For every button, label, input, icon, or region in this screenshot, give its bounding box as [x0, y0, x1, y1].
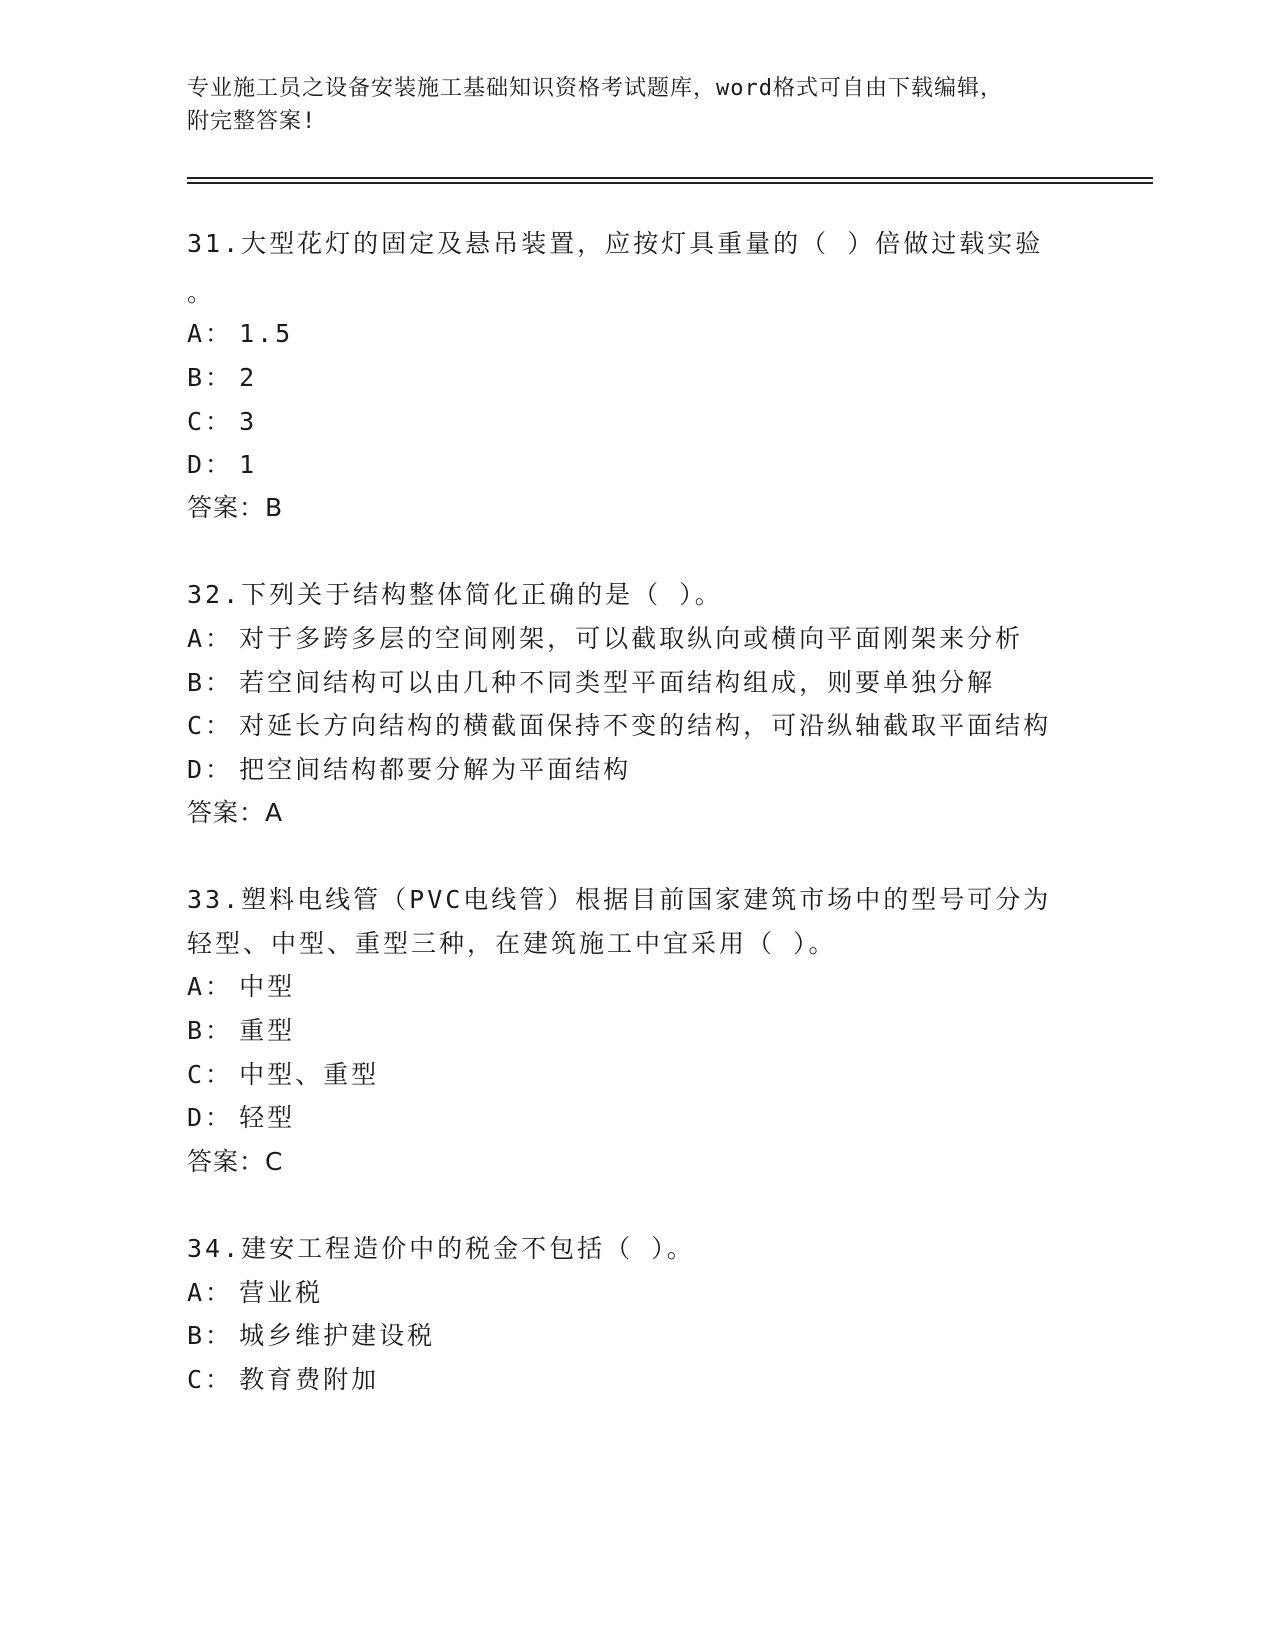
question-33-option-b	[187, 1016, 295, 1046]
option-label: D：	[187, 755, 234, 784]
option-text: 把空间结构都要分解为平面结构	[239, 755, 632, 784]
question-31-answer: 答案：B	[187, 493, 284, 522]
option-text: 城乡维护建设税	[239, 1321, 436, 1350]
question-33-stem-line-1: 33.塑料电线管（PVC电线管）根据目前国家建筑市场中的型号可分为	[187, 885, 1052, 914]
option-text: 1.5	[239, 319, 294, 348]
question-32-stem-line-1: 32.下列关于结构整体简化正确的是（ ）。	[187, 580, 723, 609]
option-label: B：	[187, 1016, 234, 1045]
option-label: D：	[187, 1103, 234, 1132]
option-label: B：	[187, 668, 234, 697]
question-33-option-d	[187, 1103, 295, 1133]
option-text: 2	[239, 363, 258, 392]
header-divider-top	[187, 177, 1153, 179]
option-label: A：	[187, 1278, 234, 1307]
question-32-option-c	[187, 711, 1051, 741]
question-32-answer: 答案：A	[187, 798, 284, 827]
option-label: B：	[187, 363, 234, 392]
question-31-stem-line-1: 31.大型花灯的固定及悬吊装置，应按灯具重量的（ ）倍做过载实验	[187, 229, 1044, 258]
option-text: 轻型	[239, 1103, 296, 1132]
document-header	[187, 72, 1087, 138]
option-text: 1	[239, 450, 258, 479]
question-33-stem-line-2: 轻型、中型、重型三种，在建筑施工中宜采用（ ）。	[187, 929, 837, 958]
option-label: C：	[187, 1365, 234, 1394]
header-line-1: 专业施工员之设备安装施工基础知识资格考试题库，word格式可自由下载编辑，	[187, 76, 1003, 101]
option-text: 中型、重型	[239, 1060, 380, 1089]
option-label: C：	[187, 407, 234, 436]
header-divider-bottom	[187, 182, 1153, 184]
option-label: C：	[187, 711, 234, 740]
option-label: A：	[187, 624, 234, 653]
question-31-stem-line-2: 。	[187, 278, 216, 307]
question-32-option-b	[187, 668, 995, 698]
question-33-answer: 答案：C	[187, 1147, 284, 1176]
question-33-option-a	[187, 972, 295, 1002]
option-label: D：	[187, 450, 234, 479]
option-text: 3	[239, 407, 258, 436]
option-text: 重型	[239, 1016, 296, 1045]
option-label: A：	[187, 319, 234, 348]
option-text: 对延长方向结构的横截面保持不变的结构，可沿纵轴截取平面结构	[239, 711, 1052, 740]
option-text: 营业税	[239, 1278, 324, 1307]
header-line-2: 附完整答案!	[187, 109, 317, 134]
question-32-option-d	[187, 755, 631, 785]
question-34-stem-line-1: 34.建安工程造价中的税金不包括（ ）。	[187, 1234, 695, 1263]
question-34-option-b	[187, 1321, 435, 1351]
question-33-option-c	[187, 1060, 379, 1090]
question-31-option-d	[187, 450, 257, 480]
question-34-option-a	[187, 1278, 323, 1308]
option-text: 中型	[239, 972, 296, 1001]
option-label: A：	[187, 972, 234, 1001]
question-34-option-c	[187, 1365, 379, 1395]
option-text: 若空间结构可以由几种不同类型平面结构组成，则要单独分解	[239, 668, 996, 697]
question-32-option-a	[187, 624, 1023, 654]
question-31-option-a	[187, 319, 293, 349]
option-text: 教育费附加	[239, 1365, 380, 1394]
question-31-option-b	[187, 363, 257, 393]
question-31-option-c	[187, 407, 257, 437]
option-label: B：	[187, 1321, 234, 1350]
option-text: 对于多跨多层的空间刚架，可以截取纵向或横向平面刚架来分析	[239, 624, 1024, 653]
option-label: C：	[187, 1060, 234, 1089]
